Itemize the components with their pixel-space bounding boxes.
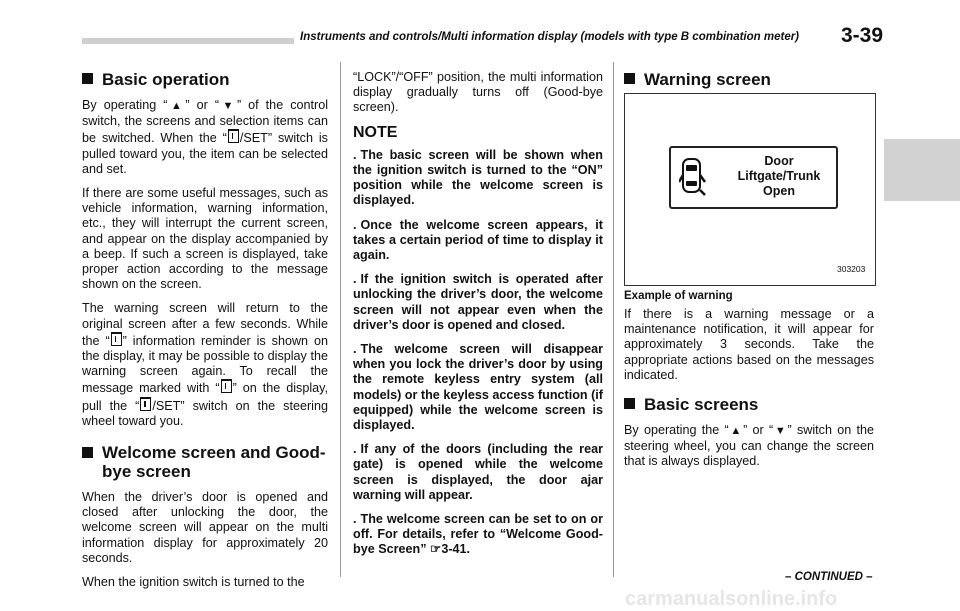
section-marker-icon (82, 447, 93, 458)
paragraph: By operating “▲” or “▼” of the control switch, the screens and selection items can be switched. When the “ /SET” switch is pulled toward you, the item can be selected and set. (82, 98, 329, 176)
section-marker-icon (82, 73, 93, 84)
watermark: carmanualsonline.info (625, 588, 838, 610)
section-heading: Basic operation (82, 70, 328, 89)
warning-message: Door Liftgate/Trunk Open (737, 154, 821, 198)
note-item: . The welcome screen will disappear when you lock the driver’s door by using the remote keyless entry system (all models) or the keyless access function (if equipped) while the welcome screen is displayed. (353, 342, 603, 433)
up-arrow-icon: ▲ (167, 100, 186, 112)
note-heading: NOTE (353, 123, 398, 141)
warning-screen-example (669, 146, 838, 209)
note-item: . The welcome screen can be set to on or off. For details, refer to “Welcome Good-bye Screen” ☞3-41. (353, 512, 603, 557)
paragraph: If there is a warning message or a maintenance notification, it will appear for approximately 3 seconds. Take the appropriate actions based on the messages indicated. (624, 307, 874, 382)
down-arrow-icon: ▼ (773, 425, 788, 438)
paragraph: If there are some useful messages, such as vehicle information, warning information, etc., they will interrupt the current screen, and appear on the display accompanied by a beep. If such a screen is displayed, take proper action according to the message shown on the screen. (82, 186, 328, 292)
down-arrow-icon: ▼ (219, 100, 237, 112)
column-divider (340, 62, 341, 577)
paragraph: When the ignition switch is turned to the (82, 575, 305, 590)
section-marker-icon (624, 73, 635, 84)
column-3-body (624, 307, 874, 479)
page-number: 3-39 (841, 24, 884, 47)
note-item: . If the ignition switch is operated after unlocking the driver’s door, the welcome screen will not appear even when the driver’s door is opened and closed. (353, 272, 603, 332)
section-marker-icon (624, 398, 635, 409)
section-heading: Warning screen (624, 70, 874, 89)
section-heading: Welcome screen and Good-bye screen (82, 443, 328, 481)
warning-figure (624, 93, 876, 286)
info-reminder-icon (221, 379, 232, 393)
paragraph: “LOCK”/“OFF” position, the multi information display gradually turns off (Good-bye screen). (353, 70, 603, 115)
paragraph: By operating the “▲” or “▼” switch on the steering wheel, you can change the screen that is always displayed. (624, 423, 874, 469)
column-divider (613, 62, 614, 577)
door-open-car-icon (679, 156, 707, 196)
note-item: . If any of the doors (including the rear gate) is opened while the welcome screen is displayed, the door ajar warning will appear. (353, 442, 603, 502)
paragraph: The warning screen will return to the original screen after a few seconds. While the “ ” information reminder is shown on the display, it may be possible to display the warning screen again. To recall the message marked with “ ” on the display, pull the “ /SET” switch on the steering wheel toward you. (82, 301, 329, 428)
page-reference-link[interactable]: 3-41. (441, 542, 471, 557)
info-reminder-icon (111, 332, 122, 346)
running-header: Instruments and controls/Multi information display (models with type B combination meter) (300, 31, 800, 43)
info-reminder-icon (228, 129, 239, 143)
figure-caption: Example of warning (624, 290, 733, 302)
continued-label: – CONTINUED – (785, 571, 873, 583)
column-2 (353, 70, 603, 567)
figure-number: 303203 (837, 264, 866, 274)
note-item: . The basic screen will be shown when the ignition switch is turned to the “ON” position while the welcome screen is displayed. (353, 147, 603, 208)
header-bar (82, 38, 294, 44)
info-reminder-icon (140, 397, 151, 411)
reference-icon: ☞ (430, 542, 442, 557)
note-list (353, 148, 603, 558)
chapter-tab (884, 139, 960, 201)
paragraph: When the driver’s door is opened and closed after unlocking the door, the welcome screen will appear on the multi information display for approximately 20 seconds. (82, 490, 328, 565)
column-1 (82, 70, 328, 599)
up-arrow-icon: ▲ (728, 425, 744, 438)
note-item: . Once the welcome screen appears, it takes a certain period of time to display it again. (353, 217, 603, 263)
section-heading: Basic screens (624, 395, 874, 414)
